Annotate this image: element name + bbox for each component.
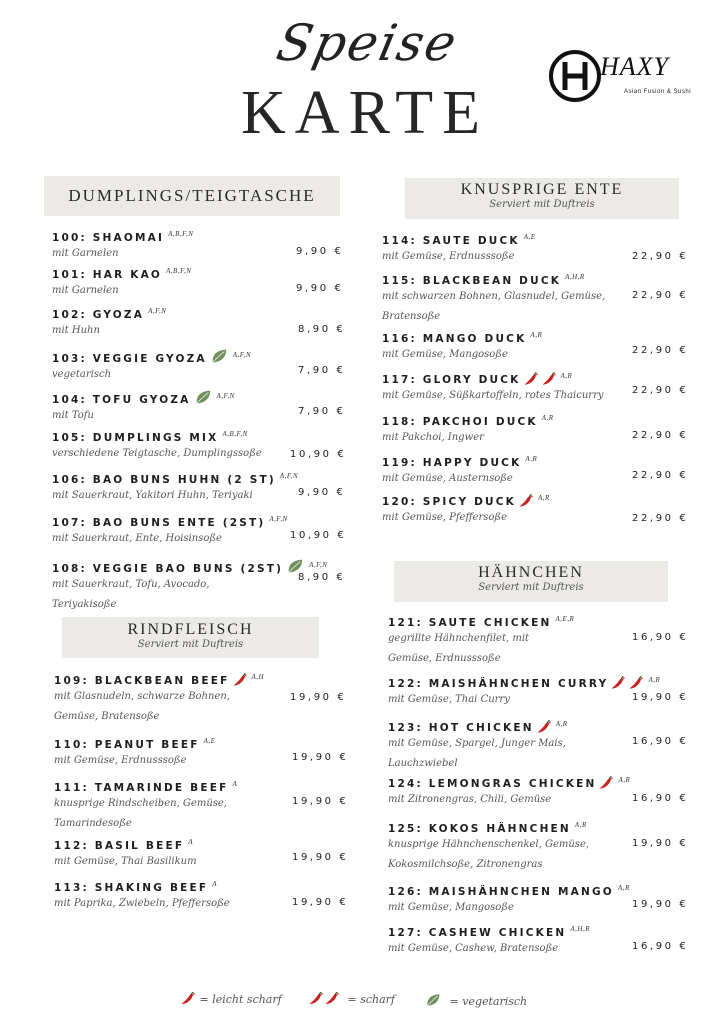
chili-icon — [536, 720, 552, 734]
menu-item — [54, 673, 264, 727]
item-price: 19,90 € — [292, 796, 349, 807]
item-title: 105: DUMPLINGS MIX — [52, 432, 219, 444]
item-price: 9,90 € — [296, 283, 344, 294]
allergen-codes: A,R — [648, 676, 661, 684]
item-description-line2: Kokosmilchsoße, Zitronengras — [388, 859, 543, 870]
item-name — [52, 347, 251, 365]
item-description: mit Garnelen — [52, 248, 119, 259]
allergen-codes: A,R — [560, 372, 573, 380]
item-description: mit Glasnudeln, schwarze Bohnen, — [54, 691, 230, 702]
menu-item — [382, 331, 542, 365]
item-price: 16,90 € — [632, 793, 689, 804]
item-title: 100: SHAOMAI — [52, 232, 165, 244]
item-description-line2: Tamarindesoße — [54, 818, 132, 829]
menu-item — [388, 720, 568, 774]
item-price: 19,90 € — [290, 692, 347, 703]
menu-item — [388, 615, 574, 669]
item-name — [54, 880, 230, 894]
menu-item — [52, 307, 166, 341]
item-description: mit Huhn — [52, 325, 100, 336]
allergen-codes: A,R — [538, 494, 550, 502]
allergen-codes: A — [232, 780, 238, 788]
item-description: mit Pakchoi, Ingwer — [382, 432, 484, 443]
allergen-codes: A,F,N — [269, 515, 288, 523]
allergen-codes: A,R — [530, 331, 543, 339]
section-haehnchen-header — [394, 561, 668, 602]
logo-subtitle: Asian Fusion & Sushi — [624, 89, 692, 95]
item-title: 122: MAISHÄHNCHEN CURRY — [388, 678, 609, 690]
item-name — [52, 388, 235, 406]
menu-item — [52, 430, 262, 464]
menu-item — [52, 557, 327, 615]
item-title: 107: BAO BUNS ENTE (2ST) — [52, 517, 266, 529]
item-name — [382, 331, 542, 345]
menu-item — [388, 676, 660, 710]
item-description: vegetarisch — [52, 369, 112, 380]
section-subtitle: Serviert mit Duftreis — [137, 639, 244, 650]
item-description: mit Sauerkraut, Ente, Hoisinsoße — [52, 533, 222, 544]
menu-item — [52, 267, 191, 301]
item-price: 19,90 € — [292, 897, 349, 908]
item-title: 114: SAUTE DUCK — [382, 235, 520, 247]
section-title: HÄHNCHEN — [478, 564, 584, 581]
item-title: 127: CASHEW CHICKEN — [388, 927, 567, 939]
legend-mild-label: = leicht scharf — [199, 993, 282, 1006]
item-price: 19,90 € — [632, 692, 689, 703]
section-title: DUMPLINGS/TEIGTASCHE — [68, 186, 316, 205]
item-description: mit Paprika, Zwiebeln, Pfeffersoße — [54, 898, 230, 909]
allergen-codes: A,E — [203, 737, 216, 745]
chili-icon — [232, 673, 248, 687]
item-price: 10,90 € — [290, 530, 347, 541]
item-price: 22,90 € — [632, 513, 689, 524]
menu-item — [52, 230, 193, 264]
item-description: mit Zitronengras, Chili, Gemüse — [388, 794, 552, 805]
chili-icon — [518, 494, 534, 508]
item-description: knusprige Rindscheiben, Gemüse, — [54, 798, 227, 809]
item-price: 16,90 € — [632, 736, 689, 747]
item-description: mit Sauerkraut, Yakitori Huhn, Teriyaki — [52, 490, 253, 501]
menu-item — [388, 925, 590, 959]
legend-hot-label: = scharf — [347, 993, 395, 1006]
menu-item — [52, 515, 288, 549]
item-price: 22,90 € — [632, 385, 689, 396]
item-description: mit Gemüse, Pfeffersoße — [382, 512, 507, 523]
item-title: 117: GLORY DUCK — [382, 374, 521, 386]
item-description-line2: Bratensoße — [382, 311, 441, 322]
section-ente-header — [405, 178, 679, 219]
section-dumplings-header — [44, 176, 340, 216]
menu-item — [52, 347, 251, 385]
menu-item — [382, 233, 536, 267]
item-description: mit Gemüse, Erdnusssoße — [54, 755, 187, 766]
allergen-codes: A,F,N — [279, 472, 299, 480]
item-price: 19,90 € — [292, 852, 349, 863]
allergen-codes: A,H,R — [570, 925, 590, 933]
item-title: 112: BASIL BEEF — [54, 840, 185, 852]
section-title: KNUSPRIGE ENTE — [460, 181, 624, 198]
item-name — [54, 673, 264, 687]
item-name — [52, 267, 191, 281]
item-name — [382, 414, 554, 428]
item-name — [54, 780, 237, 794]
basil-leaf-icon — [209, 347, 229, 365]
item-name — [388, 821, 589, 835]
legend-veg — [424, 992, 527, 1008]
menu-item — [54, 880, 230, 914]
menu-item — [52, 388, 235, 426]
legend-veg-label: = vegetarisch — [449, 995, 528, 1008]
allergen-codes: A,R — [525, 455, 538, 463]
section-title: RINDFLEISCH — [127, 621, 254, 638]
item-name — [382, 273, 605, 287]
chili-icon — [523, 372, 539, 386]
allergen-codes: A,B,F,N — [166, 267, 192, 275]
allergen-codes: A,F,N — [148, 307, 167, 315]
item-name — [382, 494, 550, 508]
logo-emblem-icon — [548, 50, 604, 106]
item-name — [52, 472, 298, 486]
item-description: mit Gemüse, Thai Basilikum — [54, 856, 197, 867]
allergen-codes: A,F,N — [216, 392, 235, 400]
item-description: verschiedene Teigtasche, Dumplingssoße — [52, 448, 262, 459]
allergen-codes: A,B,F,N — [168, 230, 194, 238]
menu-item — [54, 838, 197, 872]
item-title: 121: SAUTE CHICKEN — [388, 617, 552, 629]
item-description-line2: Gemüse, Bratensoße — [54, 711, 160, 722]
item-title: 106: BAO BUNS HUHN (2 ST) — [52, 474, 276, 486]
menu-item — [382, 372, 604, 406]
item-price: 10,90 € — [290, 449, 347, 460]
chili-icon — [541, 372, 557, 386]
basil-leaf-icon — [193, 388, 213, 406]
item-description-line2: Gemüse, Erdnusssoße — [388, 653, 501, 664]
chili-icon — [180, 992, 196, 1005]
item-price: 19,90 € — [632, 899, 689, 910]
section-subtitle: Serviert mit Duftreis — [489, 199, 595, 210]
item-name — [382, 372, 604, 386]
item-title: 103: VEGGIE GYOZA — [52, 353, 207, 365]
chili-icon — [598, 776, 614, 790]
allergen-codes: A,R — [618, 776, 631, 784]
section-rindfleisch-header — [62, 617, 319, 658]
item-name — [388, 776, 630, 790]
allergen-codes: A,E,R — [555, 615, 575, 623]
page-title: KARTE — [241, 79, 489, 147]
allergen-codes: A — [212, 880, 218, 888]
item-price: 7,90 € — [298, 406, 346, 417]
chili-icon — [308, 992, 324, 1005]
item-description: mit Garnelen — [52, 285, 119, 296]
item-description: mit Gemüse, Austernsoße — [382, 473, 513, 484]
menu-item — [388, 776, 630, 810]
item-name — [52, 515, 288, 529]
menu-item — [382, 273, 605, 327]
item-description: knusprige Hähnchenschenkel, Gemüse, — [388, 839, 590, 850]
item-description: mit Gemüse, Süßkartoffeln, rotes Thaicurry — [382, 390, 604, 401]
item-title: 124: LEMONGRAS CHICKEN — [388, 778, 597, 790]
section-subtitle: Serviert mit Duftreis — [478, 582, 584, 593]
item-title: 113: SHAKING BEEF — [54, 882, 209, 894]
allergen-codes: A,R — [617, 884, 630, 892]
basil-leaf-icon — [424, 992, 442, 1008]
item-description: mit schwarzen Bohnen, Glasnudel, Gemüse, — [382, 291, 606, 302]
item-description: gegrillte Hähnchenfilet, mit — [388, 633, 530, 644]
title-script: Speise — [271, 14, 464, 72]
item-price: 8,90 € — [298, 324, 346, 335]
menu-item — [388, 884, 630, 918]
menu-item — [382, 414, 554, 448]
chili-icon — [324, 992, 340, 1005]
item-title: 125: KOKOS HÄHNCHEN — [388, 823, 571, 835]
item-title: 109: BLACKBEAN BEEF — [54, 675, 230, 687]
item-price: 22,90 € — [632, 251, 689, 262]
item-title: 115: BLACKBEAN DUCK — [382, 275, 562, 287]
item-price: 9,90 € — [298, 487, 346, 498]
item-title: 104: TOFU GYOZA — [52, 394, 191, 406]
item-description: mit Gemüse, Thai Curry — [388, 694, 510, 705]
item-price: 19,90 € — [632, 838, 689, 849]
allergen-codes: A,H — [251, 673, 265, 681]
item-name — [388, 884, 630, 898]
item-title: 126: MAISHÄHNCHEN MANGO — [388, 886, 614, 898]
item-name — [382, 233, 536, 247]
item-title: 102: GYOZA — [52, 309, 145, 321]
item-price: 22,90 € — [632, 290, 689, 301]
menu-item — [52, 472, 298, 506]
allergen-codes: A,F,N — [232, 351, 252, 359]
item-price: 7,90 € — [298, 365, 346, 376]
menu-item — [382, 494, 550, 528]
item-title: 123: HOT CHICKEN — [388, 722, 534, 734]
legend-hot — [308, 992, 395, 1006]
item-description: mit Gemüse, Cashew, Bratensoße — [388, 943, 559, 954]
item-name — [52, 230, 193, 244]
item-description-line2: Teriyakisoße — [52, 599, 117, 610]
menu-item — [388, 821, 589, 875]
allergen-codes: A,R — [541, 414, 554, 422]
allergen-codes: A,F,N — [309, 561, 328, 569]
item-name — [52, 430, 262, 444]
item-name — [388, 720, 568, 734]
item-price: 22,90 € — [632, 470, 689, 481]
item-price: 22,90 € — [632, 430, 689, 441]
allergen-codes: A,H,R — [565, 273, 585, 281]
allergen-codes: A,B,F,N — [222, 430, 248, 438]
item-description: mit Gemüse, Spargel, Junger Mais, — [388, 738, 566, 749]
item-price: 8,90 € — [298, 572, 346, 583]
item-name — [388, 925, 590, 939]
item-description: mit Gemüse, Erdnusssoße — [382, 251, 515, 262]
legend-mild — [180, 992, 282, 1006]
item-description: mit Gemüse, Mangosoße — [388, 902, 514, 913]
item-price: 9,90 € — [296, 246, 344, 257]
item-name — [52, 307, 166, 321]
allergen-codes: A,R — [555, 720, 568, 728]
item-price: 16,90 € — [632, 632, 689, 643]
allergen-codes: A — [188, 838, 194, 846]
menu-item — [382, 455, 537, 489]
item-title: 111: TAMARINDE BEEF — [54, 782, 229, 794]
item-name — [54, 737, 215, 751]
chili-icon — [628, 676, 644, 690]
item-title: 108: VEGGIE BAO BUNS (2ST) — [52, 563, 284, 575]
item-name — [52, 557, 327, 575]
item-name — [382, 455, 537, 469]
item-name — [54, 838, 197, 852]
menu-item — [54, 737, 215, 771]
item-title: 110: PEANUT BEEF — [54, 739, 200, 751]
item-name — [388, 615, 574, 629]
item-title: 118: PAKCHOI DUCK — [382, 416, 538, 428]
item-description-line2: Lauchzwiebel — [388, 758, 458, 769]
item-title: 101: HAR KAO — [52, 269, 163, 281]
item-price: 16,90 € — [632, 941, 689, 952]
item-price: 19,90 € — [292, 752, 349, 763]
item-name — [388, 676, 660, 690]
item-price: 22,90 € — [632, 345, 689, 356]
allergen-codes: A,R — [574, 821, 587, 829]
item-description: mit Tofu — [52, 410, 94, 421]
item-title: 119: HAPPY DUCK — [382, 457, 522, 469]
allergen-codes: A,E — [523, 233, 536, 241]
logo-text: HAXY — [600, 52, 669, 81]
item-description: mit Sauerkraut, Tofu, Avocado, — [52, 579, 210, 590]
menu-item — [54, 780, 237, 834]
chili-icon — [610, 676, 626, 690]
item-description: mit Gemüse, Mangosoße — [382, 349, 508, 360]
item-title: 116: MANGO DUCK — [382, 333, 527, 345]
item-title: 120: SPICY DUCK — [382, 496, 516, 508]
